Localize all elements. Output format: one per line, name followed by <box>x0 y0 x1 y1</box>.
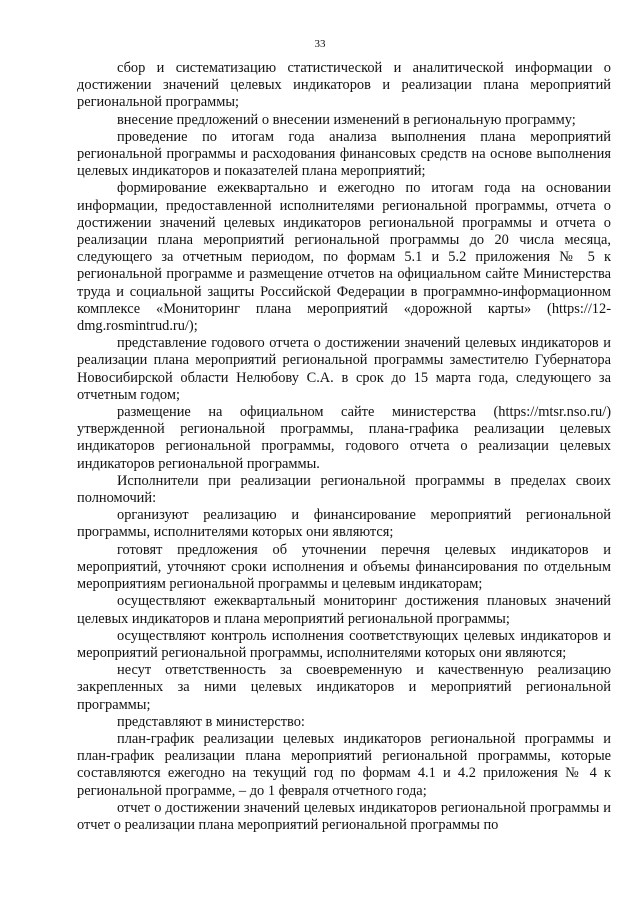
paragraph: план-график реализации целевых индикаторов региональной программы и план-график реализации плана мероприятий региональной программы, которые составляются ежегодно на текущий год по формам 4.1 и 4.2 приложения № 4 к региональной программе, – до 1 февраля отчетного года; <box>77 730 611 799</box>
paragraph: представление годового отчета о достижении значений целевых индикаторов и реализации плана мероприятий региональной программы заместителю Губернатора Новосибирской области Нелюбову С.А. в срок до 15 марта года, следующего за отчетным годом; <box>77 335 611 403</box>
paragraph: организуют реализацию и финансирование мероприятий региональной программы, исполнителями которых они являются; <box>77 507 611 541</box>
paragraph: проведение по итогам года анализа выполнения плана мероприятий региональной программы и расходования финансовых средств на основе выполнения целевых индикаторов и показателей плана мероприятий; <box>77 128 611 180</box>
document-body <box>77 60 611 834</box>
paragraph: отчет о достижении значений целевых индикаторов региональной программы и отчет о реализации плана мероприятий региональной программы по <box>77 799 611 833</box>
paragraph: осуществляют ежеквартальный мониторинг достижения плановых значений целевых индикаторов и плана мероприятий региональной программы; <box>77 593 611 627</box>
paragraph: готовят предложения об уточнении перечня целевых индикаторов и мероприятий, уточняют сроки исполнения и объемы финансирования по отдельным мероприятиям региональной программы и целевым индикаторам; <box>77 541 611 593</box>
paragraph: внесение предложений о внесении изменений в региональную программу; <box>117 111 576 128</box>
paragraph: Исполнители при реализации региональной программы в пределах своих полномочий: <box>77 472 611 507</box>
paragraph: сбор и систематизацию статистической и аналитической информации о достижении значений целевых индикаторов и реализации плана мероприятий региональной программы; <box>77 60 611 111</box>
paragraph: представляют в министерство: <box>117 713 305 730</box>
paragraph: формирование ежеквартально и ежегодно по итогам года на основании информации, предоставленной исполнителями региональной программы, отчета о достижении значений целевых индикаторов региональной программы и отчета о реализации плана мероприятий региональной программы до 20 числа месяца, следующего за отчетным периодом, по формам 5.1 и 5.2 приложения № 5 к региональной программе и размещение отчетов на официальном сайте Министерства труда и социальной защиты Российской Федерации в программно-информационном комплексе «Мониторинг плана мероприятий «дорожной карты» (https://12-dmg.rosmintrud.ru/); <box>77 180 611 335</box>
paragraph: осуществляют контроль исполнения соответствующих целевых индикаторов и мероприятий региональной программы, исполнителями которых они являются; <box>77 627 611 661</box>
paragraph: размещение на официальном сайте министерства (https://mtsr.nso.ru/) утвержденной региональной программы, плана-графика реализации целевых индикаторов региональной программы, годового отчета о реализации целевых индикаторов региональной программы. <box>77 404 611 472</box>
page-number: 33 <box>314 38 326 50</box>
paragraph: несут ответственность за своевременную и качественную реализацию закрепленных за ними целевых индикаторов и мероприятий региональной программы; <box>77 662 611 713</box>
